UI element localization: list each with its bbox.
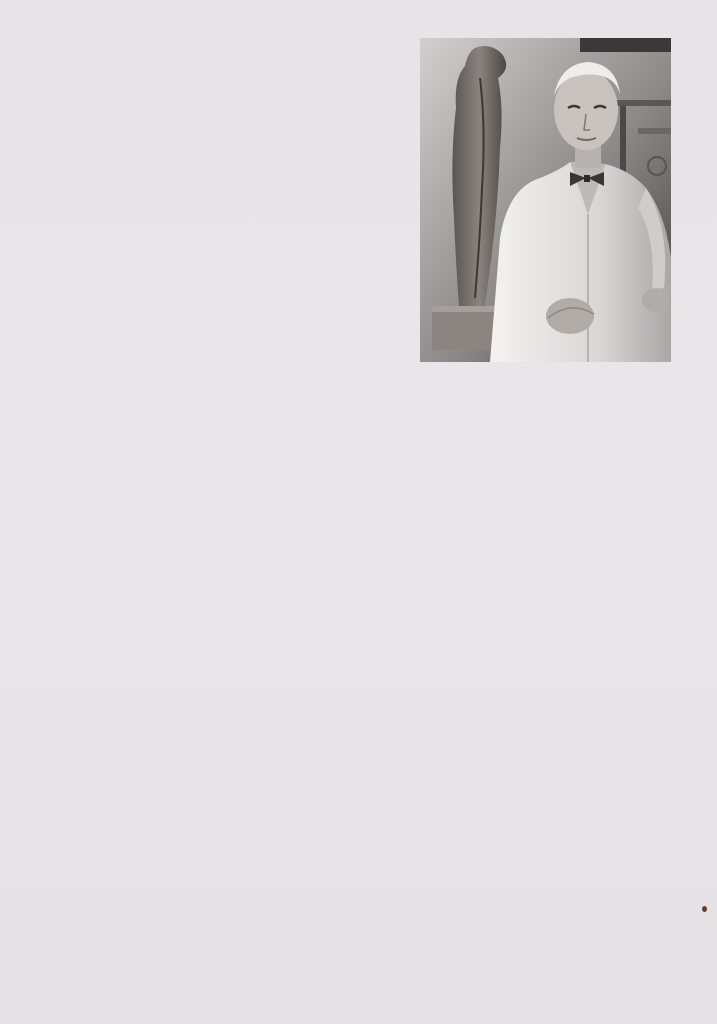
ink-speck — [702, 906, 707, 912]
